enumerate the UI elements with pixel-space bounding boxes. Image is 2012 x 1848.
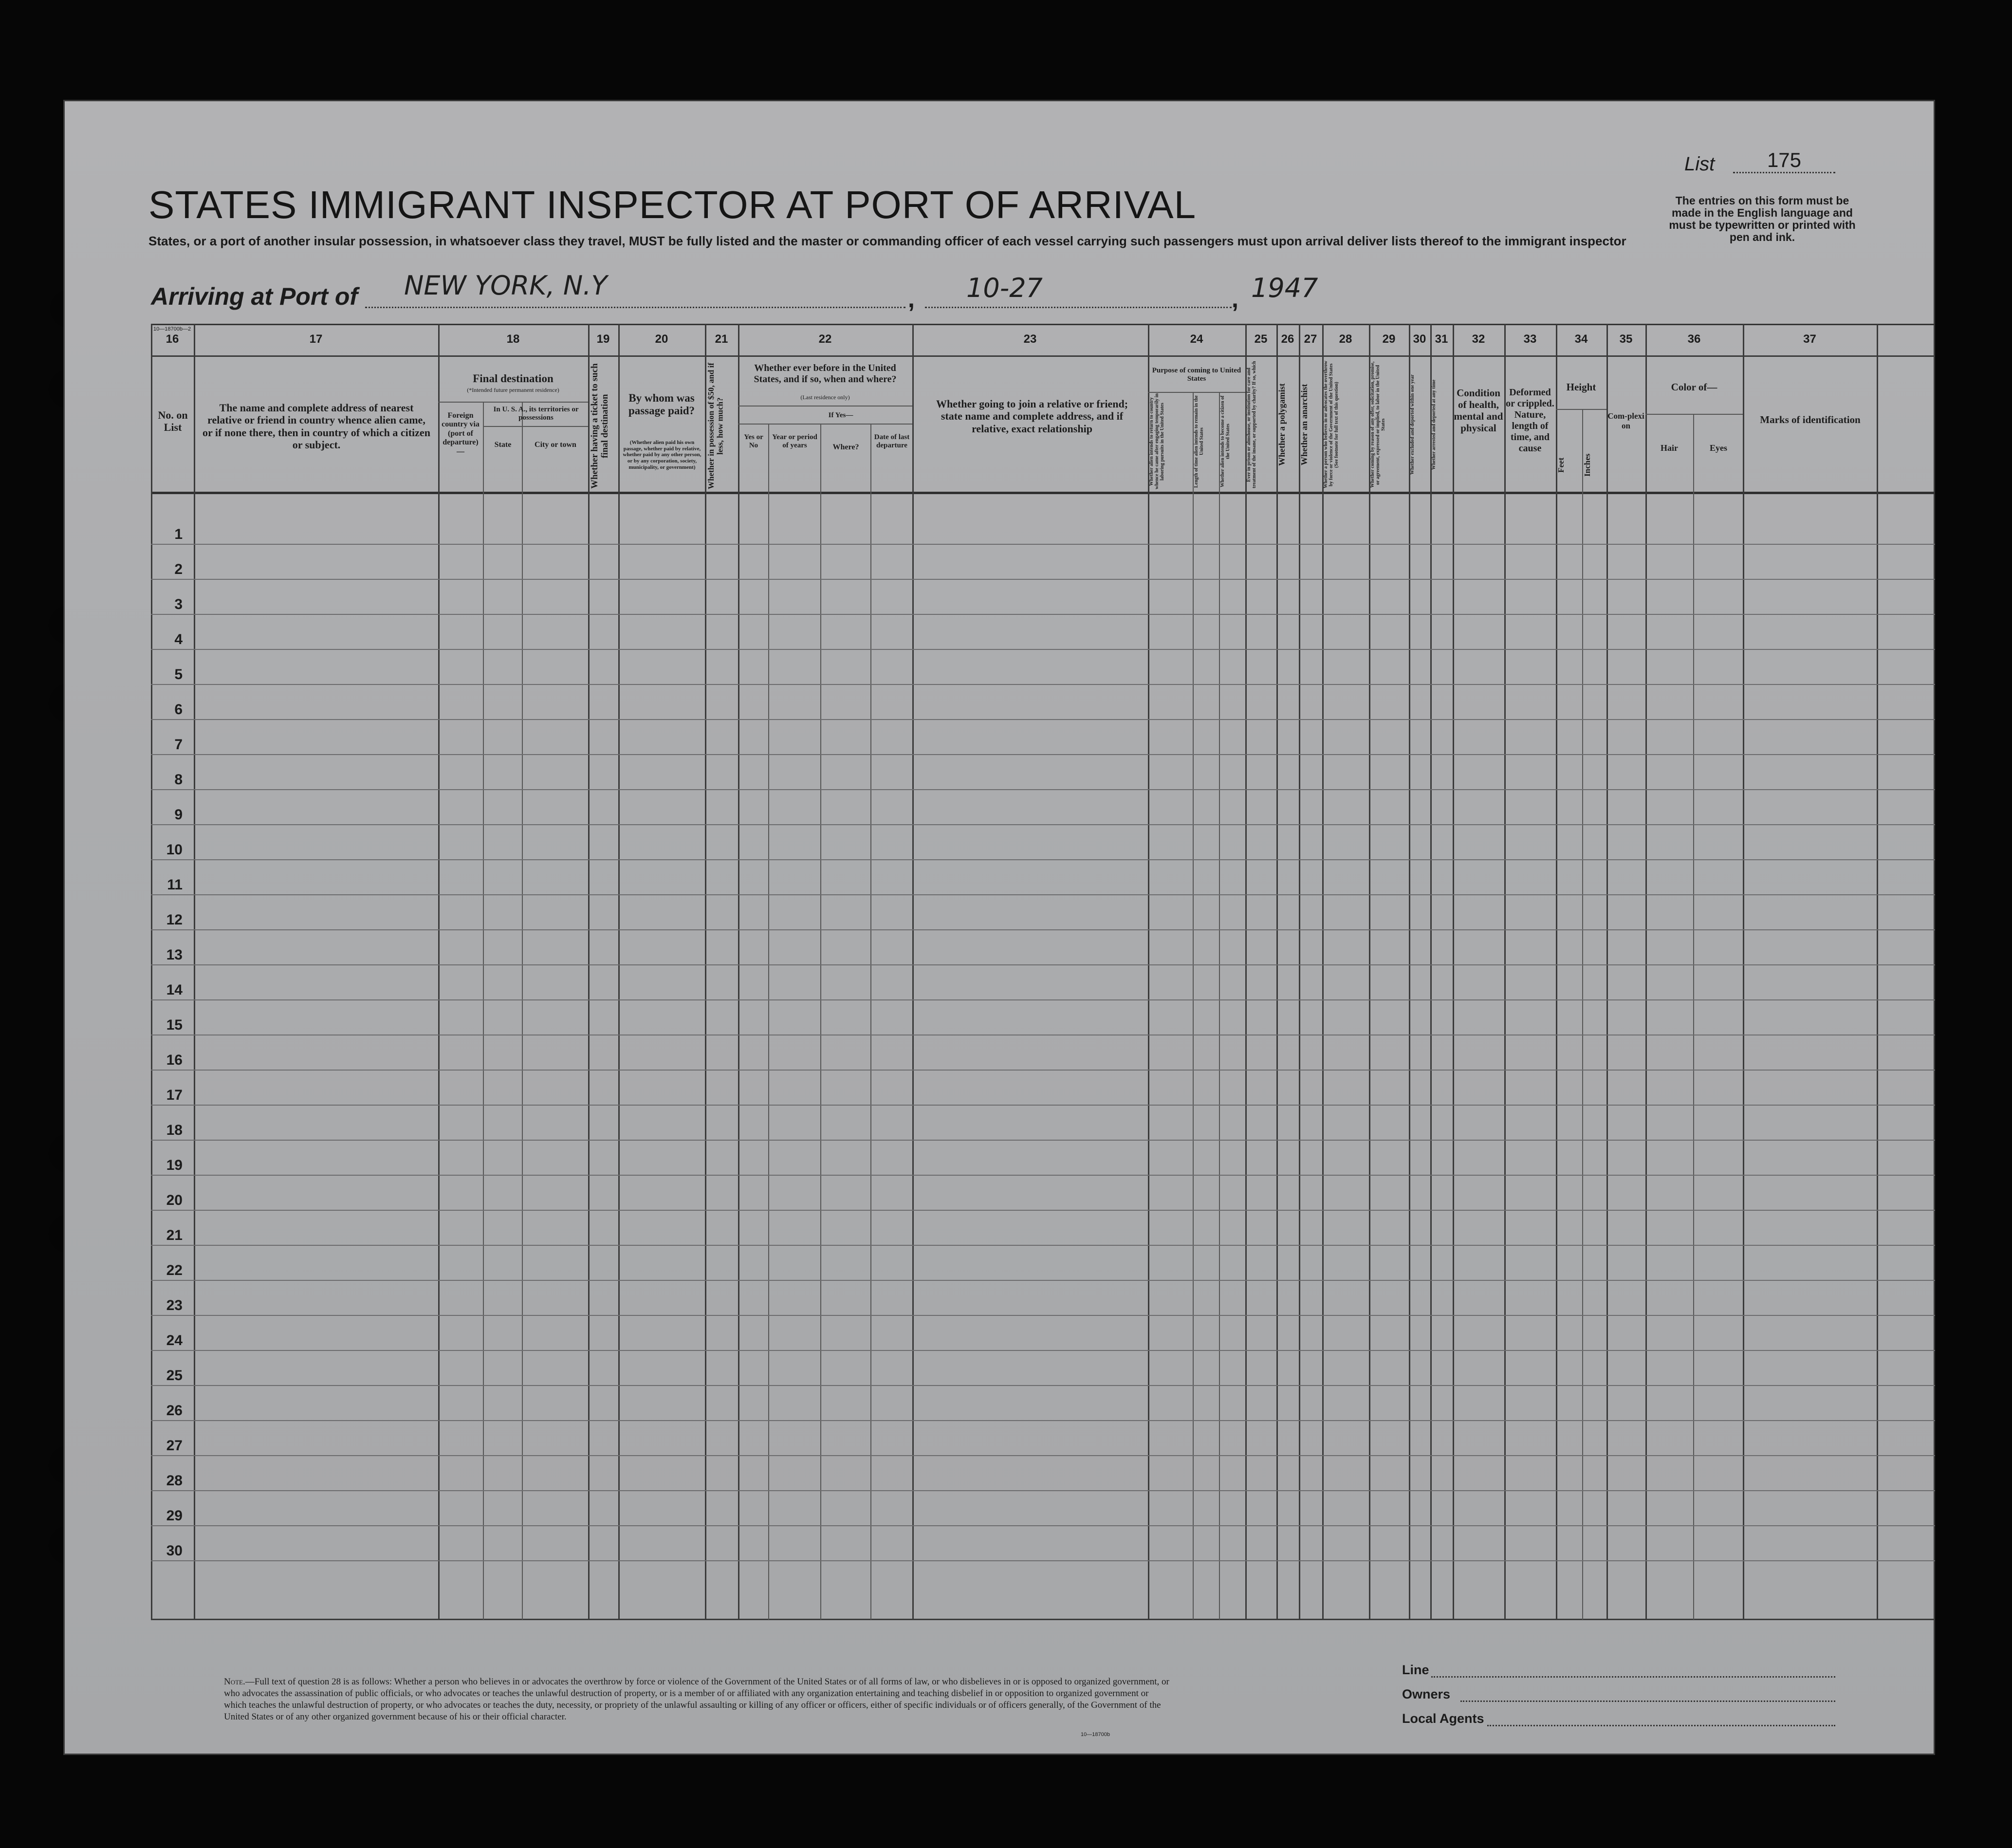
- header-final-destination-note: (*Intended future permanent residence): [467, 387, 559, 393]
- header-fifty-dollars: Whether in possession of $50, and if less, how much?: [706, 363, 725, 489]
- header-hair: Hair: [1661, 443, 1678, 453]
- column-number: 16: [166, 333, 179, 346]
- arrival-port: NEW YORK, N.Y: [404, 270, 608, 301]
- row-number: 30: [166, 1543, 183, 1559]
- header-divider: [1645, 414, 1743, 415]
- port-line: [365, 307, 905, 308]
- form-number: 10—18700b—2: [153, 326, 191, 332]
- header-inches: Inches: [1583, 453, 1592, 477]
- table-row: [151, 929, 1935, 930]
- row-number: 7: [174, 737, 183, 753]
- row-number: 14: [166, 982, 183, 998]
- header-in-usa: In U. S. A., its territories or possessions: [493, 406, 579, 422]
- table-row: [151, 824, 1935, 825]
- header-purpose-length: Length of time alien intends to remain in the United States: [1194, 395, 1204, 488]
- table-row: [151, 1315, 1935, 1316]
- header-passage-paid: By whom was passage paid?: [628, 392, 695, 417]
- column-number: 26: [1281, 333, 1294, 346]
- header-last-residence: (Last residence only): [800, 394, 850, 401]
- header-ever-before-in-us: Whether ever before in the United States, and if so, when and where?: [754, 363, 897, 385]
- header-passage-paid-note: (Whether alien paid his own passage, whether paid by relative, whether paid by any other person, or by any corporation, society, municipality, or government): [623, 440, 701, 470]
- column-line: [1877, 324, 1878, 1620]
- column-line: [1582, 409, 1583, 1620]
- row-number: 28: [166, 1473, 183, 1489]
- column-number: 29: [1382, 333, 1396, 346]
- table-row: [151, 614, 1935, 615]
- page-title: STATES IMMIGRANT INSPECTOR AT PORT OF ARRIVAL: [148, 183, 1197, 226]
- table-row: [151, 649, 1935, 650]
- column-line: [1645, 324, 1647, 1620]
- column-line: [483, 402, 484, 1620]
- arriving-label: Arriving at Port of: [151, 283, 358, 310]
- table-row: [151, 1350, 1935, 1351]
- row-number: 16: [166, 1052, 183, 1068]
- table-row: [151, 1070, 1935, 1071]
- table-header-border: [151, 492, 1935, 494]
- row-number: 9: [174, 807, 183, 823]
- table-row: [151, 1490, 1935, 1491]
- table-bottom-border: [151, 1619, 1935, 1620]
- row-number: 25: [166, 1368, 183, 1384]
- column-number: 33: [1523, 333, 1537, 346]
- header-divider: [738, 424, 912, 425]
- table-row: [151, 719, 1935, 720]
- column-line: [522, 402, 523, 1620]
- header-divider: [483, 426, 588, 427]
- column-line: [1148, 324, 1149, 1620]
- table-row: [151, 1525, 1935, 1526]
- header-if-yes: If Yes—: [828, 411, 853, 419]
- row-number: 23: [166, 1297, 183, 1313]
- row-number: 4: [174, 631, 183, 647]
- column-number: 30: [1413, 333, 1426, 346]
- list-label: List: [1684, 153, 1715, 175]
- table-row: [151, 1210, 1935, 1211]
- table-row: [151, 1105, 1935, 1106]
- header-anarchist: Whether an anarchist: [1299, 384, 1309, 466]
- row-number: 3: [174, 596, 183, 612]
- footer-form-code: 10—18700b: [1081, 1732, 1110, 1737]
- row-number: 15: [166, 1017, 183, 1033]
- column-line: [1453, 324, 1454, 1620]
- row-number: 1: [174, 526, 183, 542]
- owners-field[interactable]: [1460, 1700, 1835, 1702]
- row-number: 20: [166, 1192, 183, 1208]
- row-number: 27: [166, 1438, 183, 1454]
- row-number: 10: [166, 842, 183, 858]
- row-number: 29: [166, 1508, 183, 1524]
- header-prison: Ever in prison or almshouse, or institution for care and treatment of the insane, or supported by charity? If so, which: [1246, 361, 1257, 489]
- owners-label: Owners: [1402, 1687, 1451, 1701]
- header-complexion: Com-plexion: [1607, 411, 1644, 430]
- table-row: [151, 1560, 1935, 1561]
- arrival-date: 10-27: [966, 273, 1043, 303]
- comma-separator: ,: [908, 285, 915, 313]
- column-line: [588, 324, 590, 1620]
- column-line: [151, 324, 152, 1620]
- header-marks-identification: Marks of identification: [1760, 414, 1861, 425]
- row-number: 22: [166, 1262, 183, 1278]
- manifest-sheet: [63, 100, 1935, 1755]
- footnote-text: Full text of question 28 is as follows: Whether a person who believes in or advocates the overthrow by force or violence of the Government of the United States or of all forms of law, or who disbelieves in or is opposed to organized government, or who advocates the assassination of public officials, or who advocates or teaches the unlawful destruction of property, or is a member of or affiliated with any organization entertaining and teaching disbelief in or opposition to organized government or which teaches the unlawful destruction of property, or who advocates or teaches the duty, necessity, or propriety of the unlawful assaulting or killing of any officer or officers, either of specific individuals or of officers generally, of the Government of the United States or of any other organized government because of his or their official character.: [224, 1677, 1169, 1722]
- comma-separator: ,: [1232, 285, 1238, 313]
- column-line: [768, 424, 769, 1620]
- column-line: [1693, 414, 1694, 1620]
- header-yes-or-no: Yes or No: [744, 433, 763, 450]
- header-height: Height: [1566, 381, 1596, 393]
- column-number: 21: [715, 333, 728, 346]
- column-number: 32: [1472, 333, 1485, 346]
- header-ticket: Whether having a ticket to such final destination: [590, 363, 610, 489]
- header-divider: [438, 402, 588, 403]
- table-row: [151, 789, 1935, 790]
- column-number: 34: [1574, 333, 1588, 346]
- table-row: [151, 754, 1935, 755]
- row-number: 5: [174, 666, 183, 683]
- header-divider: [1148, 392, 1245, 393]
- column-line: [1504, 324, 1506, 1620]
- header-divider: [1556, 409, 1606, 410]
- header-date-last-departure: Date of last departure: [874, 433, 910, 450]
- table-row: [151, 1385, 1935, 1386]
- form-instructions: The entries on this form must be made in the English language and must be typewritten or printed with pen and ink.: [1669, 194, 1856, 243]
- table-row: [151, 999, 1935, 1000]
- table-row: [151, 1455, 1935, 1456]
- column-number: 17: [309, 333, 323, 346]
- table-row: [151, 1245, 1935, 1246]
- row-number: 11: [167, 877, 183, 893]
- line-field[interactable]: [1431, 1676, 1835, 1678]
- row-number: 19: [166, 1157, 183, 1173]
- header-join-relative: Whether going to join a relative or friend; state name and complete address, and if relative, exact relationship: [936, 398, 1128, 435]
- header-city-or-town: City or town: [535, 441, 576, 449]
- table-row: [151, 579, 1935, 580]
- table-row: [151, 1280, 1935, 1281]
- column-line: [1369, 324, 1370, 1620]
- date-line: [925, 307, 1232, 308]
- column-number: 25: [1254, 333, 1268, 346]
- header-feet: Feet: [1556, 457, 1566, 473]
- header-purpose-return: Whether alien intends to return to country whence he came after engaging temporarily in laboring pursuits in the United States: [1149, 393, 1165, 490]
- row-number: 8: [174, 772, 183, 788]
- column-number: 31: [1435, 333, 1448, 346]
- column-line: [1606, 324, 1608, 1620]
- column-number: 23: [1023, 333, 1037, 346]
- column-line: [912, 324, 914, 1620]
- column-line: [1322, 324, 1324, 1620]
- row-number: 21: [166, 1227, 183, 1243]
- header-state: State: [494, 441, 512, 449]
- header-eyes: Eyes: [1710, 443, 1727, 453]
- column-line: [1219, 392, 1220, 1620]
- header-foreign-country: Foreign country via (port of departure)—: [442, 411, 480, 456]
- row-number: 26: [166, 1403, 183, 1419]
- table-row: [151, 1175, 1935, 1176]
- table-row: [151, 859, 1935, 860]
- column-line: [1743, 324, 1744, 1620]
- table-row: [151, 544, 1935, 545]
- arrival-year: 1947: [1251, 273, 1318, 303]
- row-number: 18: [166, 1122, 183, 1138]
- row-number: 17: [166, 1087, 183, 1103]
- header-where: Where?: [832, 443, 859, 451]
- header-nearest-relative: The name and complete address of nearest relative or friend in country whence alien came, or if none there, then in country of which a citizen or subject.: [203, 402, 430, 451]
- line-label: Line: [1402, 1663, 1429, 1677]
- column-number: 19: [596, 333, 610, 346]
- column-line: [1193, 392, 1194, 1620]
- header-no-on-list: No. on List: [158, 409, 188, 434]
- column-number: 28: [1339, 333, 1352, 346]
- header-labor-offer: Whether coming by reason of any offer, solicitation, promise, or agreement, expressed or implied, to labor in the United States: [1370, 361, 1386, 488]
- row-number: 12: [166, 912, 183, 928]
- column-line: [194, 324, 195, 1620]
- column-number: 18: [506, 333, 520, 346]
- column-number: 36: [1687, 333, 1701, 346]
- row-number: 13: [166, 947, 183, 963]
- column-number-divider: [151, 355, 1935, 357]
- table-top-border: [151, 324, 1935, 325]
- table-row: [151, 1140, 1935, 1141]
- list-number: 175: [1733, 148, 1835, 173]
- header-excluded: Whether excluded and deported within one year: [1410, 374, 1415, 475]
- column-number: 35: [1619, 333, 1633, 346]
- column-line: [705, 324, 706, 1620]
- column-line: [738, 324, 739, 1620]
- row-number: 6: [174, 702, 183, 718]
- header-overthrow: Whether a person who believes in or advocates the overthrow by force or violence of the Government of the United States (See footnote for full text of this question): [1323, 361, 1339, 489]
- header-purpose: Purpose of coming to United States: [1152, 367, 1241, 383]
- header-arrested: Whether arrested and deported at any time: [1431, 379, 1437, 470]
- footnote-question-28: [224, 1676, 1173, 1723]
- column-number: 27: [1304, 333, 1317, 346]
- header-purpose-citizen: Whether alien intends to become a citizen of the United States: [1220, 395, 1231, 488]
- header-year-or-period: Year or period of years: [772, 433, 817, 450]
- header-polygamist: Whether a polygamist: [1277, 383, 1287, 466]
- header-divider: [738, 406, 912, 407]
- column-line: [618, 324, 620, 1620]
- column-line: [1409, 324, 1410, 1620]
- column-line: [820, 424, 821, 1620]
- column-number: 37: [1803, 333, 1816, 346]
- column-line: [1556, 324, 1557, 1620]
- column-line: [438, 324, 440, 1620]
- column-number: 22: [818, 333, 832, 346]
- column-line: [1299, 324, 1300, 1620]
- header-final-destination: Final destination: [473, 372, 554, 385]
- header-color-of: Color of—: [1671, 381, 1717, 393]
- table-row: [151, 964, 1935, 965]
- footnote-label: Note.—: [224, 1677, 255, 1687]
- table-row: [151, 894, 1935, 895]
- column-line: [1276, 324, 1278, 1620]
- page-subtitle: States, or a port of another insular possession, in whatsoever class they travel, MUST be fully listed and the master or commanding officer of each vessel carrying such passengers must upon arrival deliver lists thereof to the immigrant inspector: [148, 234, 1626, 248]
- column-line: [870, 424, 871, 1620]
- table-row: [151, 1420, 1935, 1421]
- column-line: [1430, 324, 1432, 1620]
- header-health: Condition of health, mental and physical: [1454, 387, 1503, 434]
- local-agents-label: Local Agents: [1402, 1711, 1484, 1726]
- row-number: 2: [174, 561, 183, 577]
- column-number: 20: [655, 333, 668, 346]
- table-row: [151, 684, 1935, 685]
- local-agents-field[interactable]: [1487, 1725, 1835, 1726]
- column-number: 24: [1190, 333, 1203, 346]
- header-deformed: Deformed or crippled. Nature, length of time, and cause: [1506, 387, 1554, 454]
- row-number: 24: [166, 1332, 183, 1349]
- column-line: [1245, 324, 1247, 1620]
